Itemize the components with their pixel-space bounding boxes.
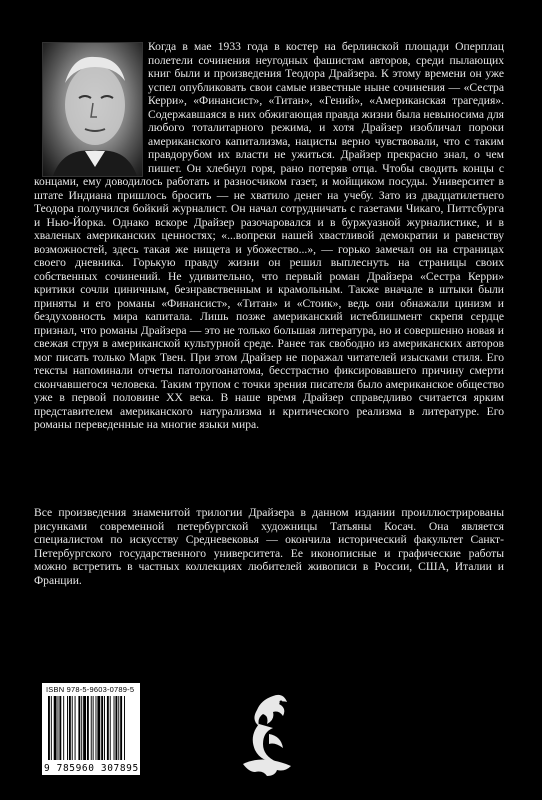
blurb-paragraph-2: Все произведения знаменитой трилогии Драйзера в данном издании проиллюстрированы рисунками современной петербургской художницы Татьяны Косач. Она является специалистом по искусству Средневековья — окончила исторический факультет Санкт-Петербургского государственного университета. Ее иконописные и графические работы можно встретить в частных коллекциях любителей живописи в России, США, Италии и Франции. [34, 506, 504, 587]
isbn-barcode [42, 683, 140, 775]
blurb-paragraph-1: Когда в мае 1933 года в костер на берлинской площади Оперплац полетели сочинения неугодных фашистам авторов, среди пылающих книг были и произведения Теодора Драйзера. К этому времени он уже успел опубликовать свои самые известные ныне сочинения — «Сестра Керри», «Финансист», «Титан», «Гений», «Американская трагедия». Содержавшаяся в них обжигающая правда жизни была невыносима для любого тоталитарного режима, и хотя Драйзер изобличал пороки американского капитализма, нацисты верно чувствовали, что с таким правдорубом их власти не ужиться. Драйзер прекрасно знал, о чем пишет. Он хлебнул горя, рано потеряв отца. Чтобы сводить концы с концами, ему доводилось работать и разносчиком газет, и мойщиком посуды. Университет в штате Индиана пришлось бросить — не хватило денег на учебу. Зато из двадцатилетнего Теодора получился бойкий журналист. Он начал сотрудничать с газетами Чикаго, Питтсбурга и Нью-Йорка. Однако вскоре Драйзер разочаровался и в буржуазной журналистике, и в хваленых американских ценностях; «...вопреки нашей хвастливой демократии и равенству возможностей, здесь такая же нищета и убожество...», — горько замечал он на страницах своего дневника. Горькую правду жизни он решил выплеснуть на страницы своих собственных сочинений. Не удивительно, что первый роман Драйзера «Сестра Керри» критики сочли циничным, безнравственным и крамольным. Также вначале в штыки были приняты и его романы «Финансист», «Титан» и «Стоик», ведь они обнажали цинизм и бездуховность мира капитала. Лишь позже американский истеблишмент скрепя сердце признал, что романы Драйзера — это не только большая литература, но и совершенно новая и свежая струя в американской культурной среде. Ранее так свободно из американских авторов мог писать только Марк Твен. При этом Драйзер не поражал читателей изысками стиля. Его тексты напоминали отчеты патологоанатома, бесстрастно фиксировавшего причину смерти скончавшегося человека. Таким трупом с точки зрения писателя было американское общество уже в первой половине XX века. В наше время Драйзер справедливо считается ярким представителем американского натурализма и критического реализма в литературе. Его романы переведенные на многие языки мира. [34, 40, 504, 431]
isbn-label: ISBN 978-5-9603-0789-5 [46, 685, 135, 694]
ean-number: 9 785960 307895 [44, 763, 139, 774]
barcode-bars [48, 696, 134, 760]
dragon-logo-icon [235, 690, 301, 780]
